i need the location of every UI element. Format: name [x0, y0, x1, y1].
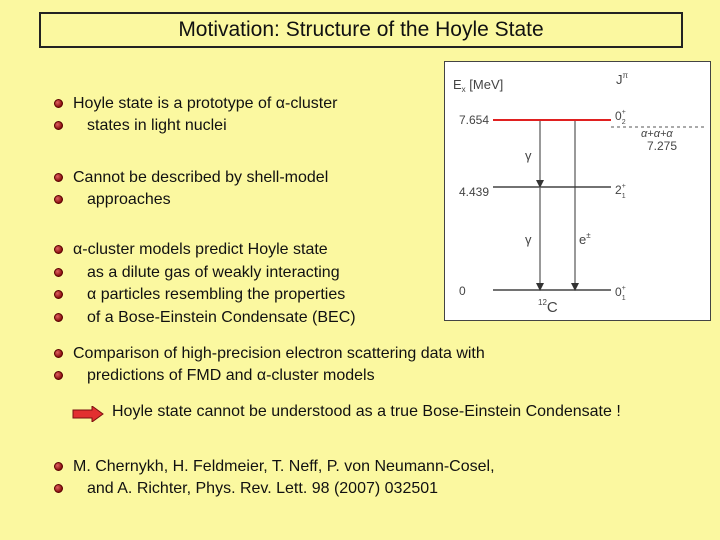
nucleus-label: $^{12}$C	[538, 298, 558, 316]
gamma-label-upper: γ	[525, 148, 532, 163]
bullet-icon	[54, 245, 63, 254]
threshold-value: 7.275	[647, 139, 678, 153]
bullet-icon	[54, 195, 63, 204]
level-energy-hoyle: 7.654	[459, 113, 490, 127]
bullet-icon	[54, 121, 63, 130]
bullet-icon	[54, 290, 63, 299]
bullet-icon	[54, 99, 63, 108]
bullet-icon	[54, 484, 63, 493]
bullet-icon	[54, 371, 63, 380]
level-spin-first-excited: 2+ 1	[615, 183, 626, 200]
right-arrow-icon	[72, 406, 104, 422]
pair-label: e±	[579, 231, 591, 247]
level-scheme-svg	[445, 62, 710, 320]
bullet-icon	[54, 313, 63, 322]
level-spin-hoyle: 0+ 2	[615, 109, 626, 126]
level-spin-ground: 0+ 1	[615, 285, 626, 302]
gamma-label-lower: γ	[525, 232, 532, 247]
conclusion-text: Hoyle state cannot be understood as a true Bose-Einstein Condensate !	[112, 403, 621, 420]
bullet-icon	[54, 462, 63, 471]
level-energy-first-excited: 4.439	[459, 185, 490, 199]
threshold-label: α+α+α	[641, 128, 673, 140]
level-scheme-diagram	[444, 61, 711, 321]
bullet-icon	[54, 268, 63, 277]
bullet-icon	[54, 173, 63, 182]
ex-axis-label: $E_x$ [MeV]	[453, 77, 504, 94]
spin-parity-label: $J^\pi$	[616, 71, 629, 87]
slide-title-text: Motivation: Structure of the Hoyle State	[178, 18, 544, 41]
slide-title	[39, 12, 683, 48]
level-energy-ground: 0	[459, 284, 466, 298]
bullet-icon	[54, 349, 63, 358]
